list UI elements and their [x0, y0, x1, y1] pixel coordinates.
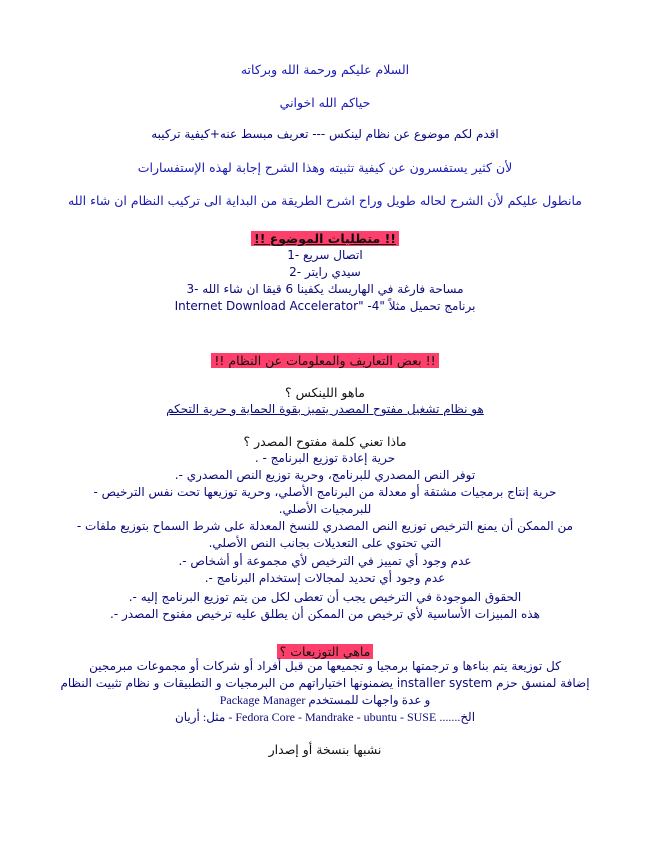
- greeting-welcome: حياكم الله اخواني: [279, 95, 371, 110]
- question-open-source: ماذا تعني كلمة مفتوح المصدر ؟: [243, 434, 407, 449]
- distros-heading: ماهي التوزيعات ؟: [277, 644, 374, 659]
- reason-line: لأن كثير يستفسرون عن كيفية تثبيته وهذا الشرح إجابة لهذه الإستفسارات: [137, 160, 513, 175]
- distros-line: و عدة واجهات للمستخدم Package Manager: [219, 693, 431, 707]
- open-source-point: هذه المبيزات الأساسية لأي ترخيص من الممكن أن يطلق عليه ترخيص مفتوح المصدر -.: [110, 607, 540, 621]
- closing-line: نشبها بنسخة أو إصدار: [268, 742, 382, 757]
- answer-linux: هو نظام تشغيل مفتوح المصدر يتميز بقوة الحماية و حرية التحكم: [166, 402, 484, 416]
- open-source-point: الحقوق الموجودة في الترخيص يجب أن تعطى لكل من يتم توزيع البرنامج إليه -.: [128, 590, 522, 604]
- definitions-heading-row: [40, 350, 610, 369]
- requirement-item: اتصال سريع -1: [287, 248, 363, 262]
- distros-line: كل توزيعة يتم بناءها و ترجمتها برمجيا و تجميعها من قبل أفراد أو شركات أو مجموعات مبرمجين: [89, 659, 561, 673]
- apology-line: مانطول عليكم لأن الشرح لحاله طويل وراح اشرح الطريقة من البداية الى تركيب النظام ان شاء الله: [67, 193, 582, 208]
- open-source-point: حرية إنتاج برمجيات مشتقة أو معدلة من البرنامج الأصلي، وحرية توزيعها تحت نفس الترخيص -: [93, 485, 557, 499]
- open-source-point: عدم وجود أي تمييز في الترخيص لأي مجموعة أو أشخاص -.: [178, 554, 472, 568]
- requirement-item: مساحة فارغة في الهاريسك يكفينا 6 قيقا ان شاء الله -3: [186, 282, 464, 296]
- open-source-point: من الممكن أن يمنع الترخيص توزيع النص المصدري للنسخ المعدلة على شرط السماح بتوزيع ملفات -: [76, 519, 574, 533]
- open-source-point: حرية إعادة توزيع البرنامج - .: [254, 451, 396, 465]
- definitions-heading: !! بعض التعاريف والمعلومات عن النظام !!: [211, 353, 438, 368]
- intro-line: اقدم لكم موضوع عن نظام لينكس --- تعريف مبسط عنه+كيفية تركيبه: [151, 127, 499, 141]
- distros-heading-row: [40, 641, 610, 660]
- distros-examples: الخ....... Fedora Core - Mandrake - ubuntu - SUSE - مثل: أريان: [174, 710, 476, 724]
- open-source-point: توفر النص المصدري للبرنامج، وحرية توزيع النص المصدري -.: [174, 468, 476, 482]
- requirement-item: برنامج تحميل مثلاً "Internet Download Accelerator" -4: [174, 299, 476, 313]
- distros-line: إضافة لمنسق حزم installer system يضمنونها اختياراتهم من البرمجيات و التطبيقات و نظام تثبيت النظام: [60, 676, 590, 690]
- greeting-salam: السلام عليكم ورحمة الله وبركاته: [240, 62, 410, 77]
- open-source-point: للبرمجيات الأصلي.: [278, 502, 372, 516]
- open-source-point: التي تحتوي على التعديلات بجانب النص الأصلي.: [208, 536, 442, 550]
- open-source-point: عدم وجود أي تحديد لمجالات إستخدام البرنامج -.: [204, 571, 446, 585]
- question-linux: ماهو اللينكس ؟: [285, 385, 365, 400]
- requirements-heading: !! متطلبات الموضوع !!: [251, 231, 399, 246]
- requirements-heading-row: [40, 228, 610, 247]
- requirement-item: سيدي رايتر -2: [289, 265, 361, 279]
